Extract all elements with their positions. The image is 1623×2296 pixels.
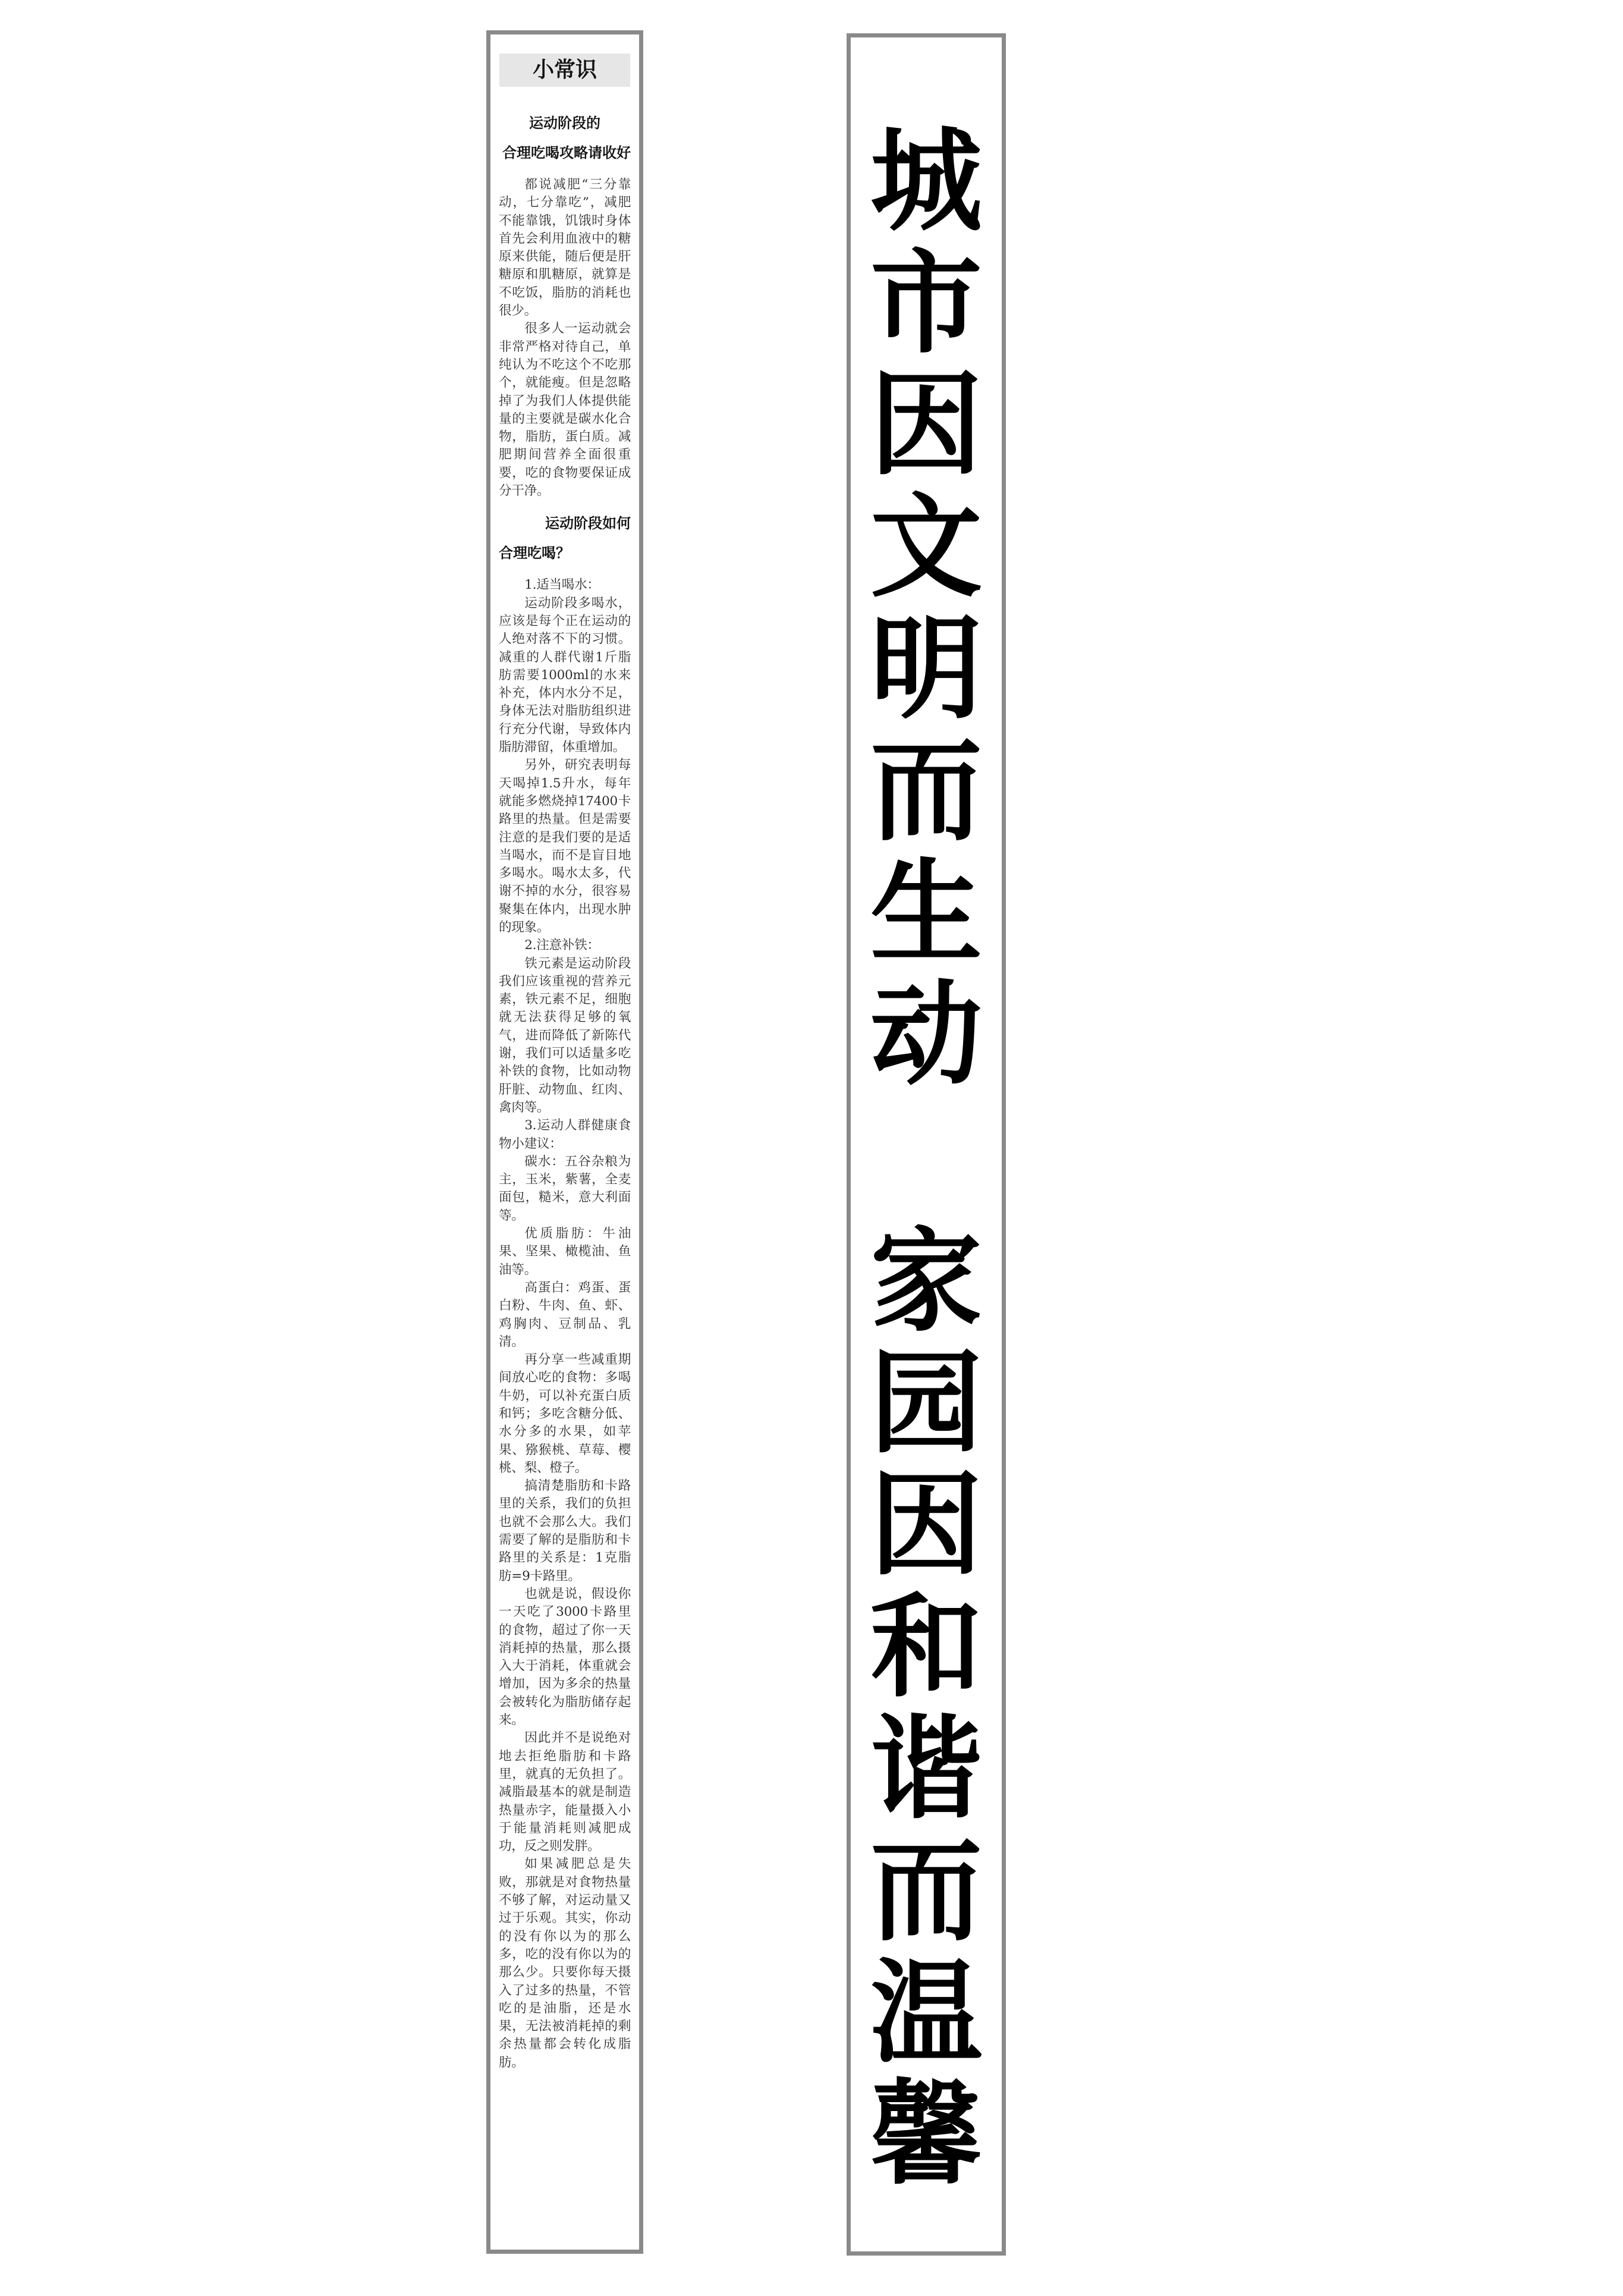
slogan-character: 动 xyxy=(870,970,982,1100)
slogan-character: 馨 xyxy=(870,2070,982,2200)
slogan-character: 和 xyxy=(870,1582,982,1713)
body-paragraph: 优质脂肪：牛油果、坚果、橄榄油、鱼油等。 xyxy=(499,1226,631,1277)
body-paragraph: 如果减肥总是失败，那就是对食物热量不够了解，对运动量又过于乐观。其实，你动的没有你以为的那么多，吃的没有你以为的那么少。只要你每天摄入了过多的热量，不管吃的是油脂，还是水果，无法被消耗掉的剩余热量都会转化成脂肪。 xyxy=(499,1857,631,2070)
slogan-line-1 xyxy=(851,117,1002,1100)
slogan-line-2 xyxy=(851,1217,1002,2200)
slogan-character: 市 xyxy=(870,238,982,369)
column-tag: 小常识 xyxy=(499,54,630,87)
slogan-character: 文 xyxy=(870,482,982,613)
body-paragraph: 铁元素是运动阶段我们应该重视的营养元素，铁元素不足，细胞就无法获得足够的氧气，进而降低了新陈代谢，我们可以适量多吃补铁的食物，比如动物肝脏、动物血、红肉、禽肉等。 xyxy=(499,956,631,1115)
body-paragraph: 1.适当喝水： xyxy=(524,577,600,593)
slogan-banner xyxy=(847,33,1006,2256)
body-paragraph: 也就是说，假设你一天吃了3000卡路里的食物，超过了你一天消耗掉的热量，那么摄入大于消耗，体重就会增加，因为多余的热量会被转化为脂肪储存起来。 xyxy=(499,1586,631,1728)
intro-text xyxy=(499,176,631,500)
slogan-character: 生 xyxy=(870,848,982,978)
body-paragraph: 搞清楚脂肪和卡路里的关系，我们的负担也就不会那么大。我们需要了解的是脂肪和卡路里的关系是：1克脂肪=9卡路里。 xyxy=(499,1478,631,1584)
body-paragraph: 碳水：五谷杂粮为主，玉米，紫薯，全麦面包，糙米，意大利面等。 xyxy=(499,1154,631,1223)
body-paragraph: 因此并不是说绝对地去拒绝脂肪和卡路里，就真的无负担了。减脂最基本的就是制造热量赤字，能量摄入小于能量消耗则减肥成功，反之则发胖。 xyxy=(499,1730,631,1854)
slogan-character: 明 xyxy=(870,604,982,734)
article-title-line2: 合理吃喝攻略请收好 xyxy=(502,145,631,161)
health-tips-column xyxy=(486,30,643,2254)
slogan-character: 因 xyxy=(870,1460,982,1591)
slogan-character: 而 xyxy=(870,726,982,856)
slogan-character: 因 xyxy=(870,360,982,491)
slogan-character: 而 xyxy=(870,1826,982,1956)
body-paragraph: 再分享一些减重期间放心吃的食物：多喝牛奶，可以补充蛋白质和钙；多吃含糖分低、水分多的水果，如苹果、猕猴桃、草莓、樱桃、梨、橙子。 xyxy=(499,1352,631,1475)
slogan-character: 园 xyxy=(870,1339,982,1469)
article-body xyxy=(499,576,631,2072)
body-paragraph: 运动阶段多喝水，应该是每个正在运动的人绝对落不下的习惯。减重的人群代谢1斤脂肪需要1000ml的水来补充，体内水分不足，身体无法对脂肪组织进行充分代谢，导致体内脂肪滞留，体重增加。 xyxy=(499,595,631,755)
slogan-character: 城 xyxy=(870,117,982,247)
intro-paragraph: 很多人一运动就会非常严格对待自己，单纯认为不吃这个不吃那个，就能瘦。但是忽略掉了为我们人体提供能量的主要就是碳水化合物，脂肪，蛋白质。减肥期间营养全面很重要，吃的食物要保证成分干净。 xyxy=(499,321,631,499)
body-paragraph: 3.运动人群健康食物小建议： xyxy=(499,1118,631,1151)
slogan-character: 家 xyxy=(870,1217,982,1347)
subheading-line2: 合理吃喝？ xyxy=(499,545,570,562)
body-paragraph: 另外，研究表明每天喝掉1.5升水，每年就能多燃烧掉17400卡路里的热量。但是需要注意的是我们要的是适当喝水，而不是盲目地多喝水。喝水太多，代谢不掉的水分，很容易聚集在体内，出现水肿的现象。 xyxy=(499,758,631,935)
body-paragraph: 2.注意补铁： xyxy=(524,938,600,953)
body-paragraph: 高蛋白：鸡蛋、蛋白粉、牛肉、鱼、虾、鸡胸肉、豆制品、乳清。 xyxy=(499,1280,631,1349)
intro-paragraph: 都说减肥“三分靠动，七分靠吃”，减肥不能靠饿，饥饿时身体首先会利用血液中的糖原来供能，随后便是肝糖原和肌糖原，就算是不吃饭，脂肪的消耗也很少。 xyxy=(499,177,631,319)
article-title-line1: 运动阶段的 xyxy=(529,115,600,131)
slogan-character: 谐 xyxy=(870,1704,982,1835)
slogan-character: 温 xyxy=(870,1948,982,2078)
subheading-line1: 运动阶段如何 xyxy=(545,515,631,532)
